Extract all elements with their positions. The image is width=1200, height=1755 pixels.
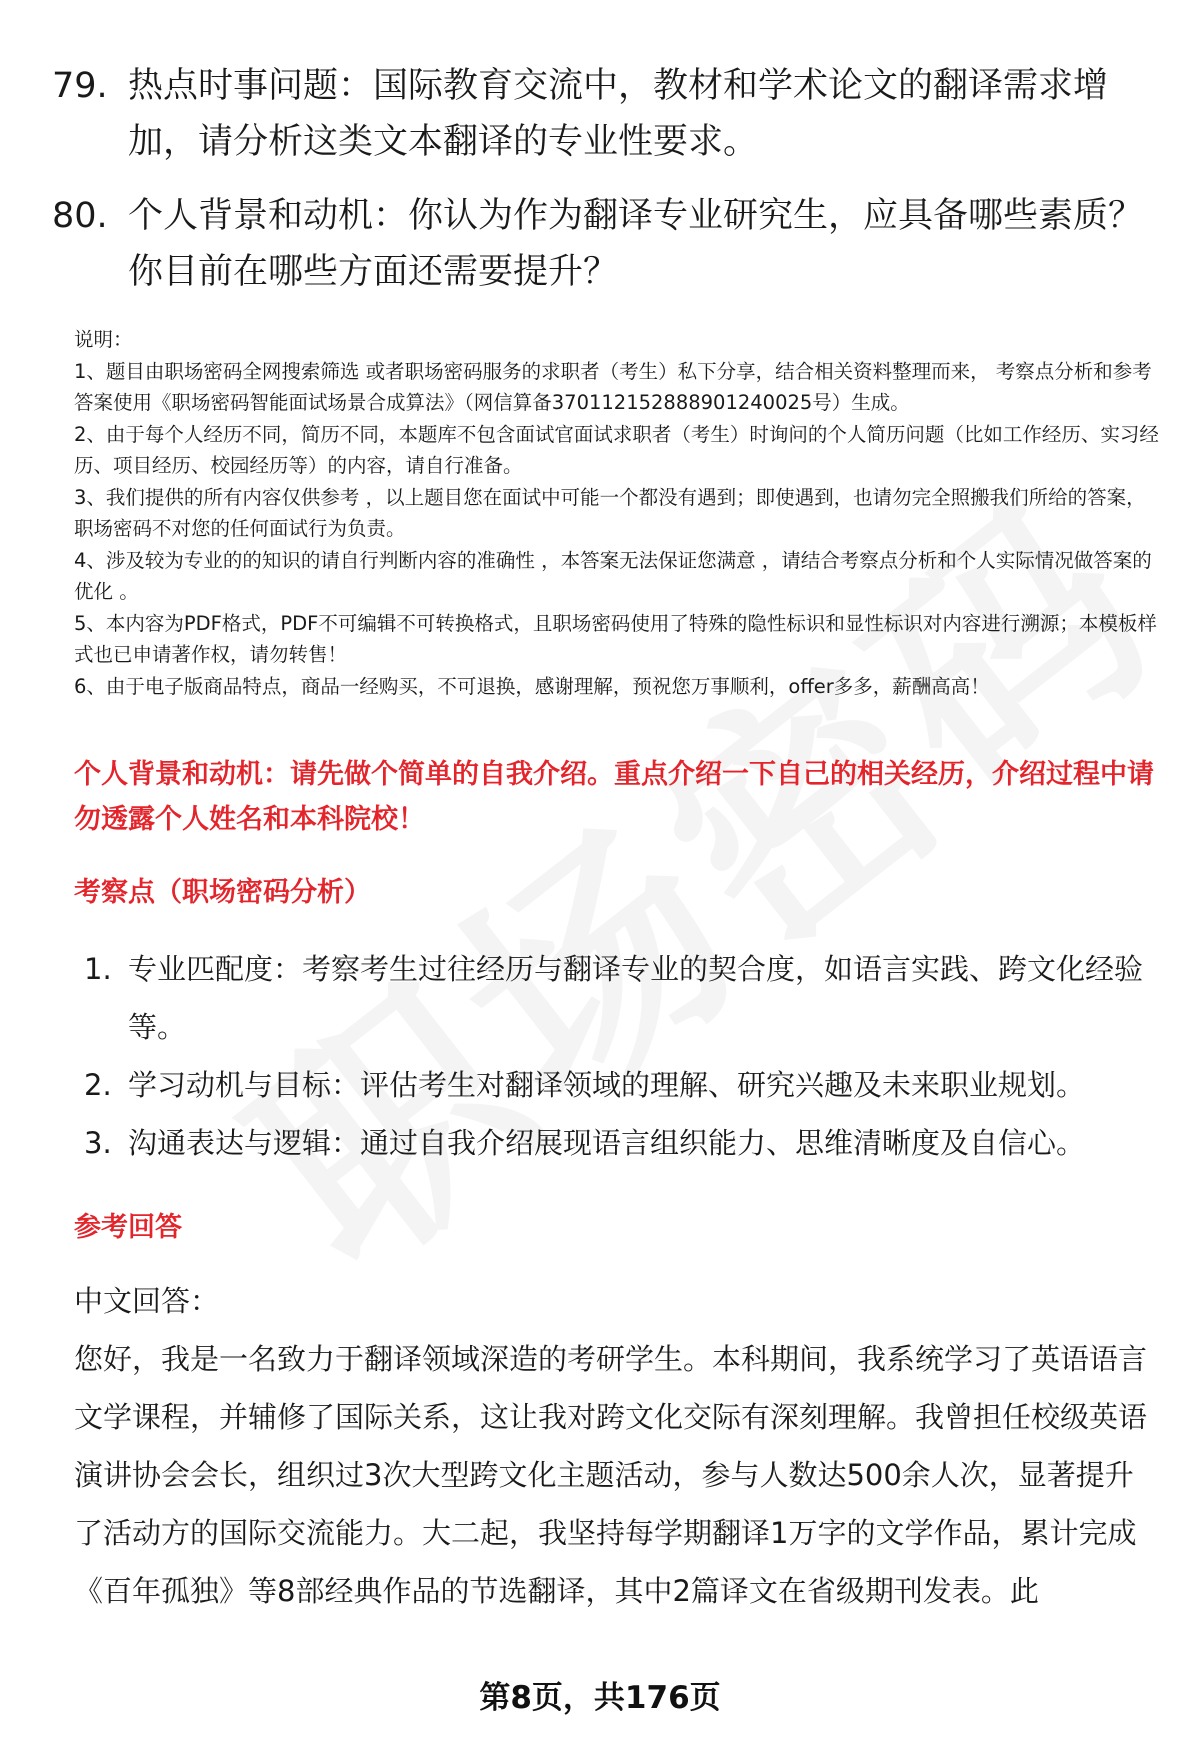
question-text: 热点时事问题：国际教育交流中，教材和学术论文的翻译需求增加，请分析这类文本翻译的专业性要求。 [128,66,1109,162]
analysis-points [84,940,1164,1172]
point-number: 1. [84,952,112,986]
analysis-point [84,1056,1164,1114]
point-number: 3. [84,1126,112,1160]
question-number: 80. [52,196,108,236]
answer-body: 您好，我是一名致力于翻译领域深造的考研学生。本科期间，我系统学习了英语语言文学课程，并辅修了国际关系，这让我对跨文化交际有深刻理解。我曾担任校级英语演讲协会会长，组织过3次大型跨文化主题活动，参与人数达500余人次，显著提升了活动方的国际交流能力。大二起，我坚持每学期翻译1万字的文学作品，累计完成《百年孤独》等8部经典作品的节选翻译，其中2篇译文在省级期刊发表。此 [74,1342,1148,1608]
answer-label: 中文回答： [74,1284,220,1318]
point-text: 学习动机与目标：评估考生对翻译领域的理解、研究兴趣及未来职业规划。 [128,1068,1086,1102]
note-item: 3、我们提供的所有内容仅供参考 ，以上题目您在面试中可能一个都没有遇到；即使遇到，也请勿完全照搬我们所给的答案，职场密码不对您的任何面试行为负责。 [74,485,1146,540]
notes-title: 说明： [74,328,133,351]
question-number: 79. [52,66,108,106]
reference-heading: 参考回答 [74,1212,182,1243]
page-footer: 第8页，共176页 [479,1680,721,1716]
analysis-heading: 考察点（职场密码分析） [74,877,371,908]
note-item: 6、由于电子版商品特点，商品一经购买，不可退换，感谢理解，预祝您万事顺利，offer多多，薪酬高高！ [74,674,990,698]
question-79 [52,58,1162,170]
analysis-point [84,940,1164,1056]
reference-answer [74,1272,1154,1620]
note-item: 5、本内容为PDF格式，PDF不可编辑不可转换格式，且职场密码使用了特殊的隐性标识和显性标识对内容进行溯源；本模板样式也已申请著作权，请勿转售！ [74,611,1157,666]
topic-heading: 个人背景和动机：请先做个简单的自我介绍。重点介绍一下自己的相关经历，介绍过程中请勿透露个人姓名和本科院校！ [74,759,1154,835]
point-number: 2. [84,1068,112,1102]
point-text: 专业匹配度：考察考生过往经历与翻译专业的契合度，如语言实践、跨文化经验等。 [128,952,1144,1044]
question-80 [52,188,1162,300]
notes-section [74,324,1159,702]
question-text: 个人背景和动机：你认为作为翻译专业研究生，应具备哪些素质？你目前在哪些方面还需要提升？ [128,196,1144,292]
note-item: 1、题目由职场密码全网搜索筛选 或者职场密码服务的求职者（考生）私下分享，结合相关资料整理而来， 考察点分析和参考答案使用《职场密码智能面试场景合成算法》（网信算备370112152888901240025号）生成。 [74,359,1152,414]
note-item: 2、由于每个人经历不同，简历不同，本题库不包含面试官面试求职者（考生）时询问的个人简历问题（比如工作经历、实习经历、项目经历、校园经历等）的内容，请自行准备。 [74,422,1159,477]
point-text: 沟通表达与逻辑：通过自我介绍展现语言组织能力、思维清晰度及自信心。 [128,1126,1086,1160]
analysis-point [84,1114,1164,1172]
note-item: 4、涉及较为专业的的知识的请自行判断内容的准确性 ，本答案无法保证您满意 ，请结合考察点分析和个人实际情况做答案的优化 。 [74,548,1152,603]
